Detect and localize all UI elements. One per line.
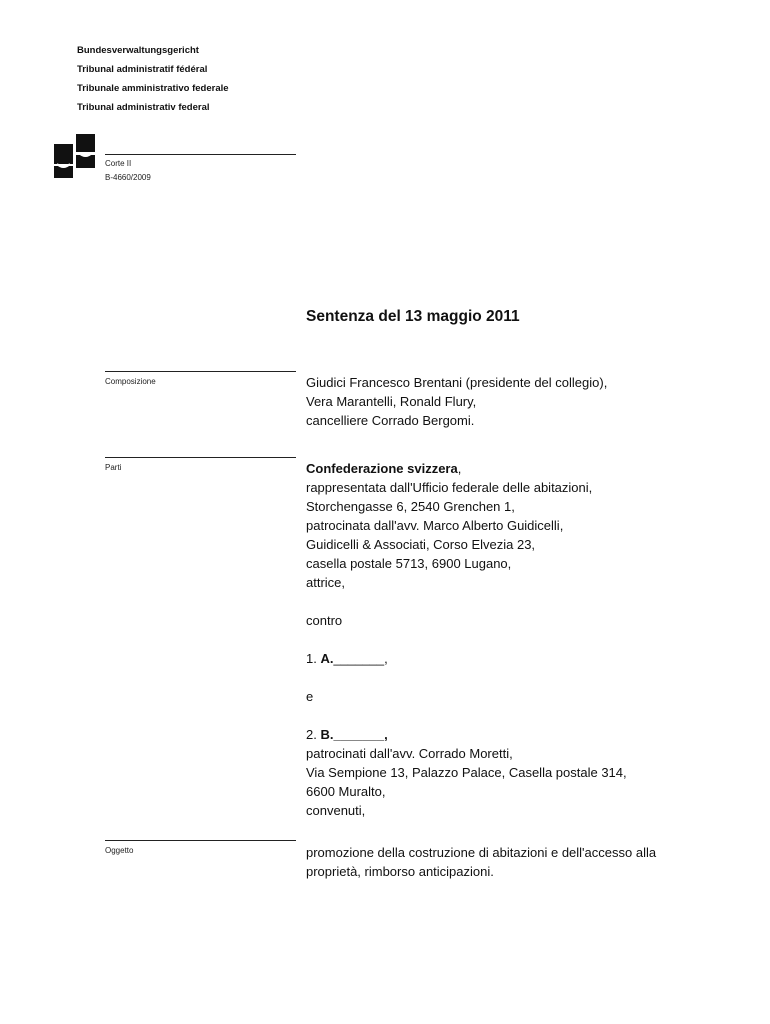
court-name-rm: Tribunal administrativ federal xyxy=(77,102,210,113)
defendant-2-name: B._______, xyxy=(320,727,388,742)
defendant-1-suffix: _______, xyxy=(333,651,388,666)
plaintiff-line: rappresentata dall'Ufficio federale delle abitazioni, xyxy=(306,480,593,495)
defendant-2 xyxy=(306,725,627,744)
case-division: Corte II xyxy=(105,159,132,168)
case-ref-rule xyxy=(105,154,296,155)
plaintiff-name: Confederazione svizzera xyxy=(306,461,458,476)
subject-label: Oggetto xyxy=(105,846,134,855)
plaintiff-line: attrice, xyxy=(306,575,346,590)
defendant-1-prefix: 1. xyxy=(306,651,321,666)
composition-text xyxy=(306,373,607,430)
composition-line: Vera Marantelli, Ronald Flury, xyxy=(306,394,477,409)
defendant-line: convenuti, xyxy=(306,803,366,818)
subject-rule xyxy=(105,840,296,841)
defendant-line: Via Sempione 13, Palazzo Palace, Casella postale 314, xyxy=(306,765,627,780)
plaintiff-line: casella postale 5713, 6900 Lugano, xyxy=(306,556,512,571)
defendant-1-name: A. xyxy=(320,651,334,666)
composition-label: Composizione xyxy=(105,377,156,386)
court-logo-icon xyxy=(54,134,96,178)
subject-line: promozione della costruzione di abitazioni e dell'accesso alla xyxy=(306,845,657,860)
composition-line: cancelliere Corrado Bergomi. xyxy=(306,413,475,428)
defendant-1 xyxy=(306,649,627,668)
parties-label: Parti xyxy=(105,463,122,472)
plaintiff-line: Guidicelli & Associati, Corso Elvezia 23, xyxy=(306,537,536,552)
and-text: e xyxy=(306,689,314,704)
composition-line: Giudici Francesco Brentani (presidente del collegio), xyxy=(306,375,608,390)
court-name-fr: Tribunal administratif fédéral xyxy=(77,64,208,75)
composition-rule xyxy=(105,371,296,372)
court-name-de: Bundesverwaltungsgericht xyxy=(77,45,199,56)
case-number: B-4660/2009 xyxy=(105,173,151,182)
defendant-2-prefix: 2. xyxy=(306,727,321,742)
court-name-it: Tribunale amministrativo federale xyxy=(77,83,229,94)
subject-text xyxy=(306,843,656,881)
plaintiff-line: patrocinata dall'avv. Marco Alberto Guidicelli, xyxy=(306,518,564,533)
parties-text xyxy=(306,459,627,820)
plaintiff-heading xyxy=(306,459,627,478)
contro-text: contro xyxy=(306,613,343,628)
plaintiff-name-suffix: , xyxy=(457,461,462,476)
defendant-line: patrocinati dall'avv. Corrado Moretti, xyxy=(306,746,513,761)
subject-line: proprietà, rimborso anticipazioni. xyxy=(306,864,494,879)
defendant-line: 6600 Muralto, xyxy=(306,784,386,799)
parties-rule xyxy=(105,457,296,458)
page-title: Sentenza del 13 maggio 2011 xyxy=(306,308,520,325)
plaintiff-line: Storchengasse 6, 2540 Grenchen 1, xyxy=(306,499,515,514)
court-header xyxy=(77,41,229,117)
